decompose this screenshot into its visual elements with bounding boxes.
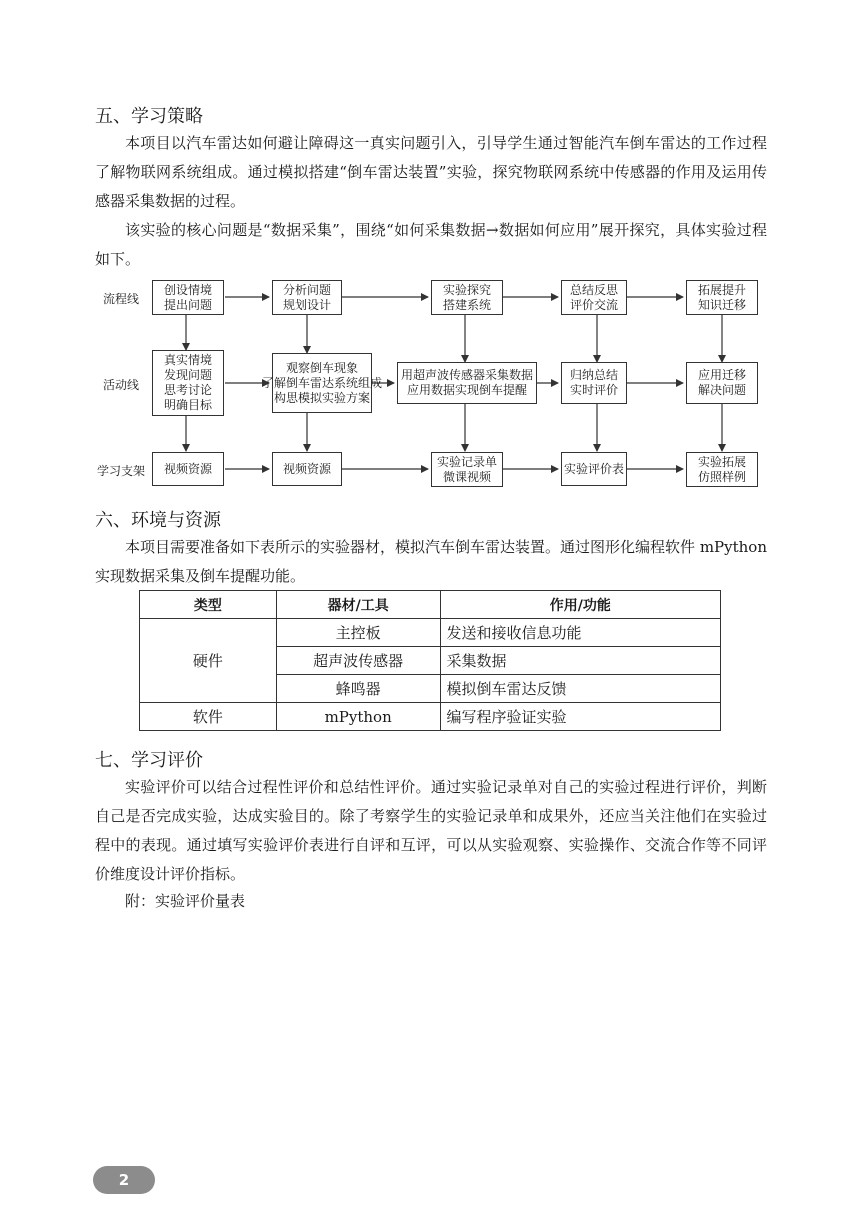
resource-table — [139, 590, 721, 731]
box-line: 提出问题 — [163, 297, 212, 312]
activity-box-1 — [152, 350, 224, 416]
box-line: 总结反思 — [569, 282, 618, 297]
box-line: 知识迁移 — [697, 297, 746, 312]
support-box-4 — [561, 452, 627, 486]
process-box-5 — [686, 280, 758, 315]
table-cell-equipment: 主控板 — [276, 619, 440, 647]
box-line: 拓展提升 — [697, 282, 746, 297]
table-row — [140, 703, 721, 731]
row-label-support: 学习支架 — [97, 464, 146, 478]
box-line: 仿照样例 — [697, 469, 746, 484]
table-cell-type: 硬件 — [140, 619, 277, 703]
table-cell-equipment: 蜂鸣器 — [276, 675, 440, 703]
box-line: 用超声波传感器采集数据 — [400, 368, 533, 382]
process-box-3 — [431, 280, 503, 315]
box-line: 实验拓展 — [697, 454, 746, 469]
table-header-cell: 器材/工具 — [276, 591, 440, 619]
table-cell-function: 发送和接收信息功能 — [440, 619, 720, 647]
box-line: 规划设计 — [282, 297, 331, 312]
activity-box-4 — [561, 362, 627, 404]
box-line: 视频资源 — [163, 461, 212, 476]
process-box-1 — [152, 280, 224, 315]
box-line: 发现问题 — [163, 368, 212, 382]
table-cell-function: 模拟倒车雷达反馈 — [440, 675, 720, 703]
box-line: 实验记录单 — [436, 454, 497, 469]
support-box-3 — [431, 452, 503, 487]
process-box-4 — [561, 280, 627, 315]
activity-box-2 — [262, 353, 383, 413]
box-line: 明确目标 — [163, 398, 212, 412]
support-box-2 — [272, 452, 342, 486]
table-row — [140, 619, 721, 647]
section5-para1: 本项目以汽车雷达如何避让障碍这一真实问题引入，引导学生通过智能汽车倒车雷达的工作过程了解物联网系统组成。通过模拟搭建“倒车雷达装置”实验，探究物联网系统中传感器的作用及运用传感器采集数据的过程。 — [95, 134, 767, 210]
table-cell-function: 编写程序验证实验 — [440, 703, 720, 731]
table-header-cell: 作用/功能 — [440, 591, 720, 619]
box-line: 解决问题 — [697, 383, 746, 397]
page-number-badge — [93, 1166, 155, 1194]
box-line: 真实情境 — [163, 353, 212, 367]
activity-box-5 — [686, 362, 758, 404]
box-line: 视频资源 — [282, 461, 331, 476]
support-box-5 — [686, 452, 758, 487]
page-number: 2 — [118, 1171, 130, 1189]
box-line: 思考讨论 — [163, 383, 212, 397]
section7-para1: 实验评价可以结合过程性评价和总结性评价。通过实验记录单对自己的实验过程进行评价，判断自己是否完成实验，达成实验目的。除了考察学生的实验记录单和成果外，还应当关注他们在实验过程中的表现。通过填写实验评价表进行自评和互评，可以从实验观察、实验操作、交流合作等不同评价维度设计评价指标。 — [95, 778, 767, 883]
table-header-row — [140, 591, 721, 619]
section5-para2: 该实验的核心问题是“数据采集”，围绕“如何采集数据→数据如何应用”展开探究，具体实验过程如下。 — [95, 221, 767, 268]
section6-title: 六、环境与资源 — [95, 510, 221, 531]
box-line: 微课视频 — [442, 469, 491, 484]
row-label-activity: 活动线 — [103, 378, 140, 392]
box-line: 分析问题 — [282, 282, 331, 297]
box-line: 构思模拟实验方案 — [273, 390, 370, 405]
table-cell-equipment: 超声波传感器 — [276, 647, 440, 675]
box-line: 实验评价表 — [563, 461, 624, 476]
table-cell-function: 采集数据 — [440, 647, 720, 675]
table-cell-type: 软件 — [140, 703, 277, 731]
flowchart — [95, 276, 767, 492]
box-line: 搭建系统 — [442, 297, 491, 312]
section6-para1: 本项目需要准备如下表所示的实验器材，模拟汽车倒车雷达装置。通过图形化编程软件 mPython 实现数据采集及倒车提醒功能。 — [95, 538, 767, 585]
box-line: 实时评价 — [569, 383, 618, 397]
box-line: 观察倒车现象 — [285, 360, 358, 375]
box-line: 应用迁移 — [697, 368, 746, 382]
row-label-process: 流程线 — [103, 292, 140, 306]
process-box-2 — [272, 280, 342, 315]
box-line: 实验探究 — [442, 282, 491, 297]
section5-title: 五、学习策略 — [95, 106, 203, 127]
box-line: 了解倒车雷达系统组成 — [262, 375, 383, 390]
box-line: 创设情境 — [163, 282, 212, 297]
table-header-cell: 类型 — [140, 591, 277, 619]
support-box-1 — [152, 452, 224, 486]
activity-box-3 — [397, 362, 537, 404]
box-line: 归纳总结 — [569, 368, 618, 382]
table-cell-equipment: mPython — [276, 703, 440, 731]
box-line: 评价交流 — [569, 297, 618, 312]
section7-title: 七、学习评价 — [95, 750, 203, 771]
box-line: 应用数据实现倒车提醒 — [406, 383, 527, 397]
appendix-note: 附：实验评价量表 — [125, 892, 246, 910]
